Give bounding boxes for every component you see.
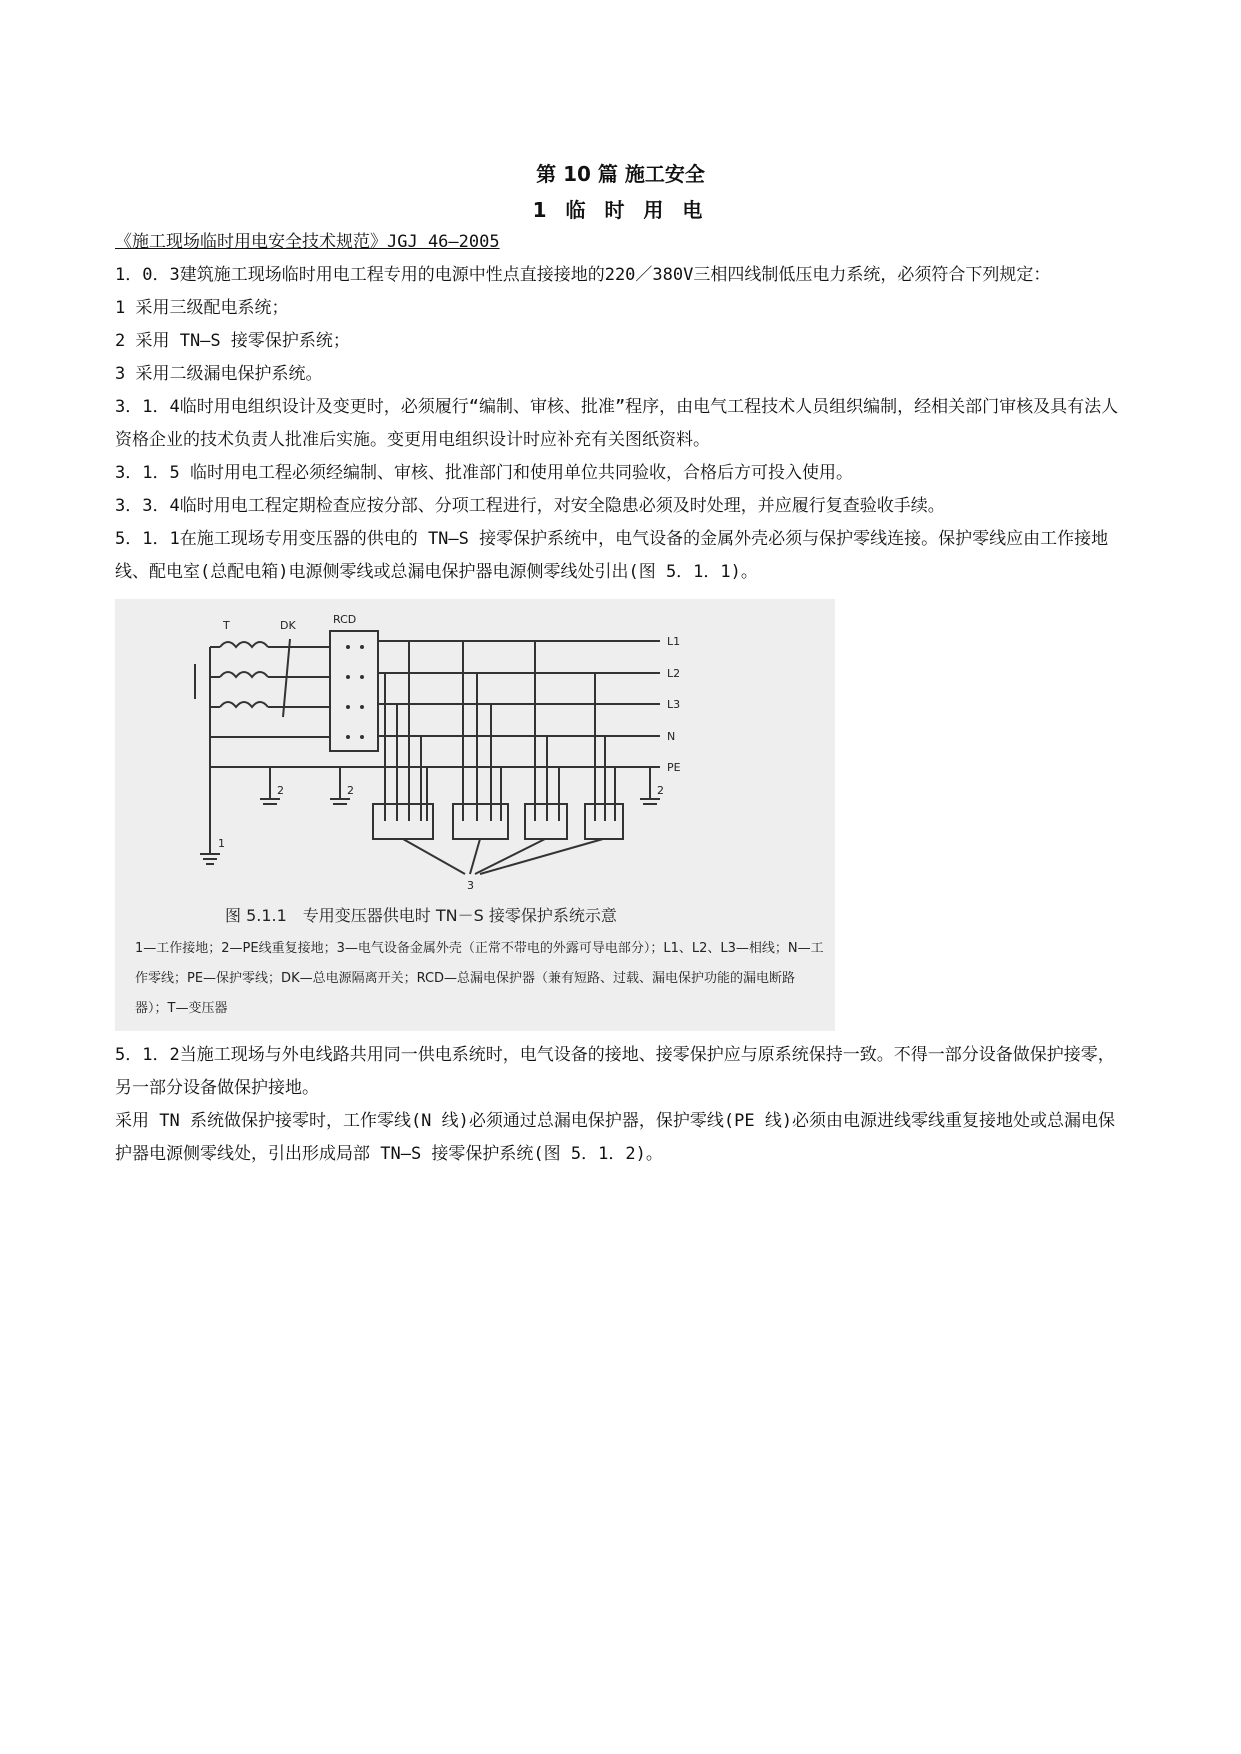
coil-2 [220,672,268,677]
label-t: T [223,619,230,632]
wiring-diagram [115,599,835,899]
paragraph: 5．1．1在施工现场专用变压器的供电的 TN—S 接零保护系统中，电气设备的金属外壳必须与保护零线连接。保护零线应由工作接地线、配电室(总配电箱)电源侧零线或总漏电保护器电源侧零线处引出(图 5．1．1)。 [115,529,1109,582]
label-dk: DK [280,619,296,632]
paragraph: 1．0．3建筑施工现场临时用电工程专用的电源中性点直接接地的220／380V三相四线制低压电力系统，必须符合下列规定： [115,265,1051,285]
label-2c: 2 [657,784,664,797]
paragraph: 5．1．2当施工现场与外电线路共用同一供电系统时，电气设备的接地、接零保护应与原系统保持一致。不得一部分设备做保护接零，另一部分设备做保护接地。 [115,1045,1115,1098]
label-l2: L2 [667,667,681,680]
paragraph: 3．1．5 临时用电工程必须经编制、审核、批准部门和使用单位共同验收，合格后方可投入使用。 [115,463,853,483]
label-l3: L3 [667,698,681,711]
label-2b: 2 [347,784,354,797]
standard-reference: 《施工现场临时用电安全技术规范》JGJ 46—2005 [115,232,500,252]
paragraph: 采用 TN 系统做保护接零时，工作零线(N 线)必须通过总漏电保护器，保护零线(PE 线)必须由电源进线零线重复接地处或总漏电保护器电源侧零线处，引出形成局部 TN—S 接零保护系统(图 5．1．2)。 [115,1111,1116,1164]
label-pe: PE [667,761,681,774]
chapter-title: 第 10 篇 施工安全 [536,162,705,186]
label-rcd: RCD [333,613,357,626]
label-2a: 2 [277,784,284,797]
label-3: 3 [467,879,474,892]
figure-caption: 图 5.1.1 专用变压器供电时 TN－S 接零保护系统示意 [225,906,617,925]
figure-note: 1—工作接地；2—PE线重复接地；3—电气设备金属外壳（正常不带电的外露可导电部分）；L1、L2、L3—相线；N—工作零线；PE—保护零线；DK—总电源隔离开关；RCD—总漏电保护器（兼有短路、过载、漏电保护功能的漏电断路器）；T—变压器 [135,941,824,1016]
equipment-box [453,804,508,839]
label-1: 1 [218,837,225,850]
paragraph: 3．1．4临时用电组织设计及变更时，必须履行“编制、审核、批准”程序，由电气工程技术人员组织编制，经相关部门审核及具有法人资格企业的技术负责人批准后实施。变更用电组织设计时应补充有关图纸资料。 [115,397,1119,450]
paragraph: 2 采用 TN—S 接零保护系统； [115,331,350,351]
paragraph: 3 采用二级漏电保护系统。 [115,364,323,384]
label-n: N [667,730,676,743]
paragraph: 3．3．4临时用电工程定期检查应按分部、分项工程进行，对安全隐患必须及时处理，并应履行复查验收手续。 [115,496,945,516]
equipment-box [373,804,433,839]
document-body [115,226,1125,1171]
rcd-box [330,631,378,751]
paragraph: 1 采用三级配电系统； [115,298,289,318]
label-l1: L1 [667,635,681,648]
coil-1 [220,642,268,647]
figure-tn-s-system [115,599,835,1031]
coil-3 [220,702,268,707]
section-title: 1 临 时 用 电 [532,198,709,222]
